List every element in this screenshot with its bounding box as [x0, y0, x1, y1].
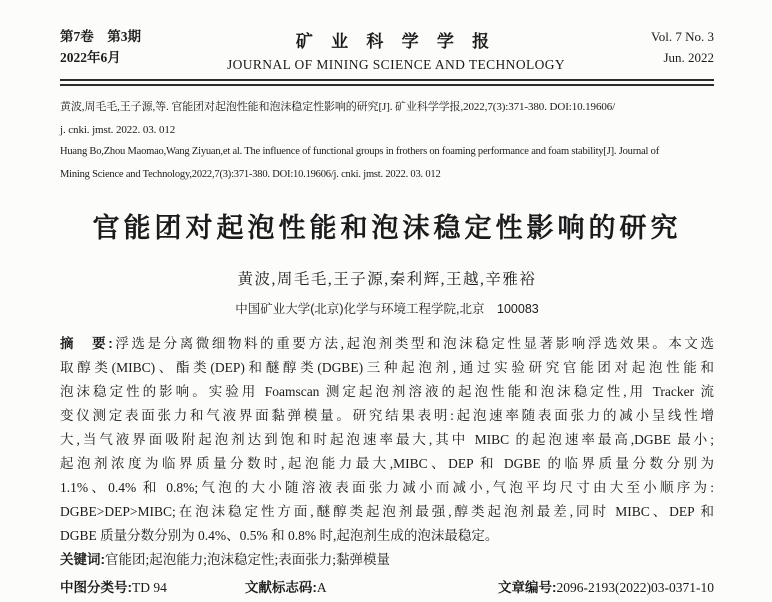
abstract-line: DGBE 质量分数分别为 0.4%、0.5% 和 0.8% 时,起泡剂生成的泡沫最稳定。 — [60, 528, 499, 543]
citation-line-en-1: Huang Bo,Zhou Maomao,Wang Ziyuan,et al. The influence of functional groups in frothers on foaming performance and foam stability[J]. Journal of — [60, 146, 660, 157]
journal-title-cn: 矿 业 科 学 学 报 — [295, 32, 497, 51]
authors-line: 黄波,周毛毛,王子源,秦利辉,王越,辛雅裕 — [237, 271, 537, 288]
keywords-text: 官能团;起泡能力;泡沫稳定性;表面张力;黏弹模量 — [105, 552, 391, 567]
header-right-block — [651, 26, 714, 68]
abstract-block — [60, 332, 714, 548]
article-title: 官能团对起泡性能和泡沫稳定性影响的研究 — [92, 213, 682, 243]
meta-row — [60, 576, 714, 596]
volume-issue-en: Vol. 7 No. 3 — [651, 29, 714, 44]
abstract-line: DGBE>DEP>MIBC;在泡沫稳定性方面,醚醇类起泡剂最强,醇类起泡剂最差,同时 MIBC、DEP 和 — [60, 504, 714, 519]
doc-code-label: 文献标志码: — [244, 580, 317, 595]
abstract-text: 浮选是分离微细物料的重要方法,起泡剂类型和泡沫稳定性显著影响浮选效果。本文选 — [112, 336, 714, 351]
abstract-line: 大,当气液界面吸附起泡剂达到饱和时起泡速率最大,其中 MIBC 的起泡速率最高,DGBE 最小; — [60, 432, 714, 447]
header-left-block — [60, 26, 141, 68]
header-double-rule — [60, 79, 714, 86]
date-en: Jun. 2022 — [663, 50, 714, 65]
abstract-line — [60, 332, 714, 356]
affiliation-line: 中国矿业大学(北京)化学与环境工程学院,北京 100083 — [235, 302, 539, 316]
citation-line-cn-1: 黄波,周毛毛,王子源,等. 官能团对起泡性能和泡沫稳定性影响的研究[J]. 矿业科学学报,2022,7(3):371-380. DOI:10.19606/ — [60, 101, 616, 113]
abstract-line: 起泡剂浓度为临界质量分数时,起泡能力最大,MIBC、DEP 和 DGBE 的临界质量分数分别为 — [60, 456, 714, 471]
abstract-label: 摘 要: — [60, 336, 113, 351]
abstract-line: 1.1%、0.4% 和 0.8%;气泡的大小随溶液表面张力减小而减小,气泡平均尺寸由大至小顺序为: — [60, 480, 714, 495]
clc-item — [60, 576, 167, 596]
abstract-line: 泡沫稳定性的影响。实验用 Foamscan 测定起泡剂溶液的起泡性能和泡沫稳定性,用 Tracker 流 — [60, 384, 714, 399]
article-id-item — [498, 576, 714, 596]
journal-title-en: JOURNAL OF MINING SCIENCE AND TECHNOLOGY — [226, 57, 566, 72]
clc-value: TD 94 — [132, 580, 167, 595]
article-id-label: 文章编号: — [498, 580, 557, 595]
citation-block — [60, 96, 714, 186]
clc-label: 中图分类号: — [60, 580, 132, 595]
abstract-line: 取醇类(MIBC)、酯类(DEP)和醚醇类(DGBE)三种起泡剂,通过实验研究官能团对起泡性能和 — [60, 360, 714, 375]
citation-line-en-2: Mining Science and Technology,2022,7(3):371-380. DOI:10.19606/j. cnki. jmst. 2022. 03. 012 — [60, 168, 441, 180]
article-id-value: 2096-2193(2022)03-0371-10 — [556, 580, 714, 595]
citation-line-cn-2: j. cnki. jmst. 2022. 03. 012 — [60, 123, 176, 136]
keywords-label: 关键词: — [60, 552, 105, 567]
header-center-block — [141, 26, 651, 73]
abstract-line: 变仪测定表面张力和气液界面黏弹模量。研究结果表明:起泡速率随表面张力的减小呈线性增 — [60, 408, 714, 423]
doc-code-item — [245, 576, 327, 596]
journal-header — [60, 26, 714, 73]
doc-code-value: A — [316, 580, 327, 595]
keywords-line — [60, 548, 714, 572]
volume-issue-cn: 第7卷 第3期 — [60, 29, 141, 44]
date-cn: 2022年6月 — [60, 50, 121, 65]
